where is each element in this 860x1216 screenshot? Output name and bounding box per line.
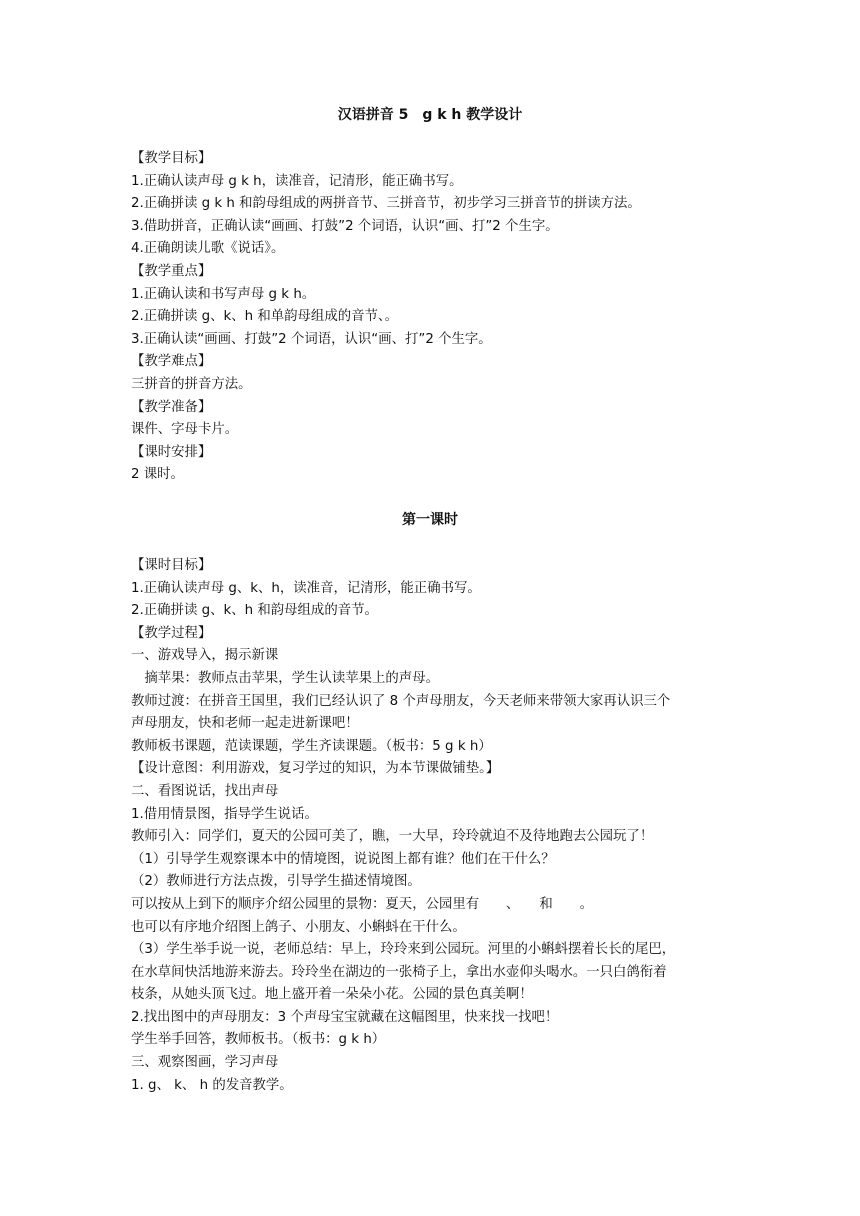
lesson-one-content	[131, 555, 741, 1097]
paragraph-line: 【教学难点】	[131, 354, 212, 370]
paragraph-line: 【教学准备】	[131, 399, 212, 415]
paragraph-line: （1）引导学生观察课本中的情境图，说说图上都有谁？他们在干什么？	[131, 851, 555, 867]
paragraph-line: 教师过渡：在拼音王国里，我们已经认识了 8 个声母朋友，今天老师来带领大家再认识三个	[131, 693, 671, 709]
paragraph-line: 在水草间快活地游来游去。玲玲坐在湖边的一张椅子上，拿出水壶仰头喝水。一只白鸽衔着	[131, 964, 667, 980]
paragraph-line: 三、观察图画，学习声母	[131, 1055, 279, 1071]
paragraph-line: 【课时目标】	[131, 558, 212, 573]
paragraph-line: 1.借用情景图，指导学生说话。	[131, 806, 318, 822]
paragraph-line: 1. g、 k、 h 的发音教学。	[131, 1077, 293, 1093]
paragraph-line: 2 课时。	[131, 467, 184, 483]
paragraph-line: （3）学生举手说一说，老师总结：早上，玲玲来到公园玩。河里的小蝌蚪摆着长长的尾巴，	[131, 942, 676, 958]
paragraph-line: 4.正确朗读儿歌《说话》。	[131, 241, 285, 257]
paragraph-line: 【教学重点】	[131, 263, 212, 279]
paragraph-line: 2.正确拼读 g k h 和韵母组成的两拼音节、三拼音节，初步学习三拼音节的拼读方法。	[131, 196, 641, 212]
paragraph-line: 【教学过程】	[131, 625, 212, 641]
paragraph-line: 课件、字母卡片。	[131, 422, 239, 438]
paragraph-line: 一、游戏导入，揭示新课	[131, 648, 279, 664]
paragraph-line: 2.找出图中的声母朋友：3 个声母宝宝就藏在这幅图里，快来找一找吧！	[131, 1009, 559, 1025]
paragraph-line: 3.正确认读“画画、打鼓”2 个词语，认识“画、打”2 个生字。	[131, 331, 492, 347]
paragraph-line: 2.正确拼读 g、k、h 和韵母组成的音节。	[131, 603, 378, 619]
paragraph-line: 三拼音的拼音方法。	[131, 376, 252, 392]
document-title: 汉语拼音 5 g k h 教学设计	[337, 107, 523, 123]
paragraph-line: 【教学目标】	[131, 151, 212, 166]
paragraph-line: 二、看图说话，找出声母	[131, 783, 279, 799]
paragraph-line: 3.借助拼音，正确认读“画画、打鼓”2 个词语，认识“画、打”2 个生字。	[131, 218, 559, 234]
paragraph-line: 【课时安排】	[131, 444, 212, 460]
paragraph-line: 可以按从上到下的顺序介绍公园里的景物：夏天，公园里有 、 和 。	[131, 896, 593, 912]
section-title: 第一课时	[402, 512, 458, 528]
paragraph-line: 教师板书课题，范读课题，学生齐读课题。（板书：5 g k h）	[131, 738, 492, 754]
paragraph-line: 也可以有序地介绍图上鸽子、小朋友、小蝌蚪在干什么。	[131, 919, 466, 935]
paragraph-line: 声母朋友，快和老师一起走进新课吧！	[131, 716, 359, 732]
paragraph-line: 教师引入：同学们，夏天的公园可美了，瞧，一大早，玲玲就迫不及待地跑去公园玩了！	[131, 829, 654, 845]
paragraph-line: 1.正确认读声母 g k h，读准音，记清形，能正确书写。	[131, 173, 463, 189]
paragraph-line: 学生举手回答，教师板书。（板书：g k h）	[131, 1032, 386, 1048]
paragraph-line: 1.正确认读和书写声母 g k h。	[131, 286, 316, 302]
paragraph-line: 1.正确认读声母 g、k、h，读准音，记清形，能正确书写。	[131, 580, 481, 596]
paragraph-line: 2.正确拼读 g、k、h 和单韵母组成的音节、。	[131, 309, 398, 325]
paragraph-line: （2）教师进行方法点拨，引导学生描述情境图。	[131, 874, 421, 890]
paragraph-line: 摘苹果：教师点击苹果，学生认读苹果上的声母。	[131, 670, 439, 686]
paragraph-line: 枝条，从她头顶飞过。地上盛开着一朵朵小花。公园的景色真美啊！	[131, 987, 533, 1003]
lesson-overview	[131, 148, 741, 487]
paragraph-line: 【设计意图：利用游戏，复习学过的知识，为本节课做铺垫。】	[131, 761, 500, 777]
